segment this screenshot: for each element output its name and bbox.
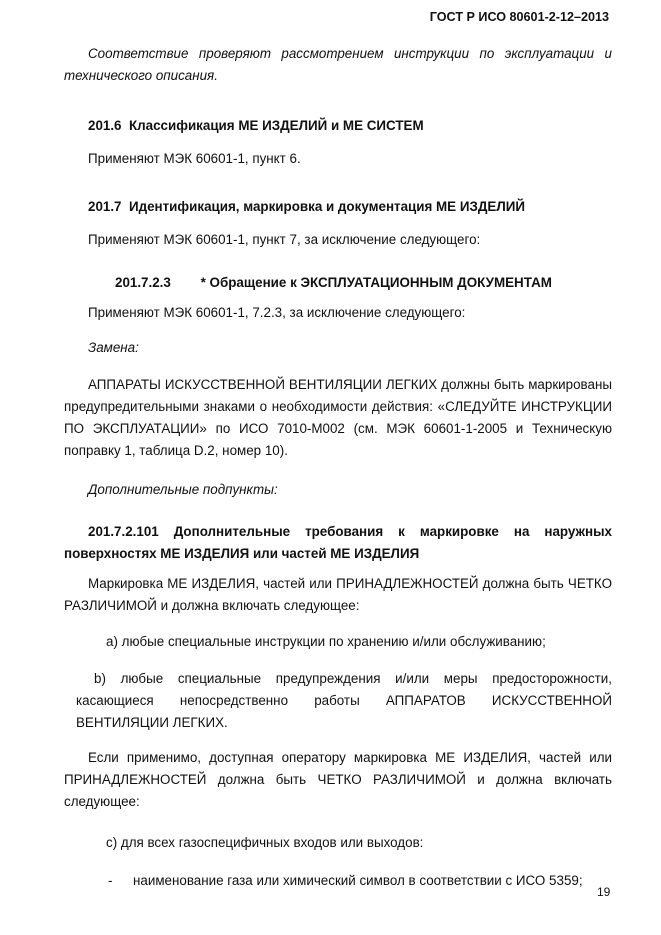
section-number: 201.7.2.101 (88, 524, 159, 539)
section-201-6-text: Применяют МЭК 60601-1, пункт 6. (88, 151, 301, 166)
list-item-c: c) для всех газоспецифичных входов или выходов: (106, 835, 424, 850)
section-201-7-heading (88, 199, 525, 214)
section-title: * Обращение к ЭКСПЛУАТАЦИОННЫМ ДОКУМЕНТАМ (200, 275, 552, 290)
list-item-b (64, 668, 612, 734)
replacement-label: Замена: (88, 340, 139, 355)
section-201-7-2-3-text: Применяют МЭК 60601-1, 7.2.3, за исключение следующего: (88, 305, 466, 320)
list-item-b-rest: касающиеся непосредственно работы АППАРАТОВ ИСКУССТВЕННОЙ ВЕНТИЛЯЦИИ ЛЕГКИХ. (76, 693, 612, 730)
section-number: 201.7 (88, 199, 122, 214)
page-number: 19 (597, 885, 611, 899)
list-item-b-line1: b) любые специальные предупреждения и/или меры предосторожности, (94, 671, 612, 686)
list-dash: - (108, 873, 113, 888)
dash-item-gas-name: наименование газа или химический символ в соответствии с ИСО 5359; (133, 873, 583, 888)
section-title: Классификация МЕ ИЗДЕЛИЙ и МЕ СИСТЕМ (128, 118, 424, 133)
section-number: 201.6 (88, 118, 122, 133)
marking-requirements-text: Маркировка МЕ ИЗДЕЛИЯ, частей или ПРИНАДЛЕЖНОСТЕЙ должна быть ЧЕТКО РАЗЛИЧИМОЙ и должна включать следующее: (64, 576, 612, 613)
additional-subclauses-label: Дополнительные подпункты: (88, 482, 278, 497)
section-201-6-heading (88, 118, 424, 133)
operator-marking-text: Если применимо, доступная оператору маркировка МЕ ИЗДЕЛИЯ, частей или ПРИНАДЛЕЖНОСТЕЙ должна быть ЧЕТКО РАЗЛИЧИМОЙ и должна включать следующее: (64, 750, 612, 809)
document-header-id: ГОСТ Р ИСО 80601-2-12–2013 (429, 10, 609, 24)
replacement-text: АППАРАТЫ ИСКУССТВЕННОЙ ВЕНТИЛЯЦИИ ЛЕГКИХ должны быть маркированы предупредительными знаками о необходимости действия: «СЛЕДУЙТЕ ИНСТРУКЦИИ ПО ЭКСПЛУАТАЦИИ» по ИСО 7010-М002 (см. МЭК 60601-1-2005 и Техническую поправку 1, таблица D.2, номер 10). (64, 377, 612, 458)
section-title: Идентификация, маркировка и документация МЕ ИЗДЕЛИЙ (128, 199, 525, 214)
section-201-7-2-3-heading (115, 275, 552, 290)
list-item-a: a) любые специальные инструкции по хранению и/или обслуживанию; (106, 634, 546, 649)
compliance-note: Соответствие проверяют рассмотрением инструкции по эксплуатации и технического описания. (64, 46, 612, 83)
section-number: 201.7.2.3 (115, 275, 171, 290)
section-201-7-2-101-heading (64, 521, 612, 565)
section-title: Дополнительные требования к маркировке на наружных поверхностях МЕ ИЗДЕЛИЯ или частей МЕ ИЗДЕЛИЯ (64, 524, 612, 561)
section-201-7-text: Применяют МЭК 60601-1, пункт 7, за исключение следующего: (88, 232, 481, 247)
